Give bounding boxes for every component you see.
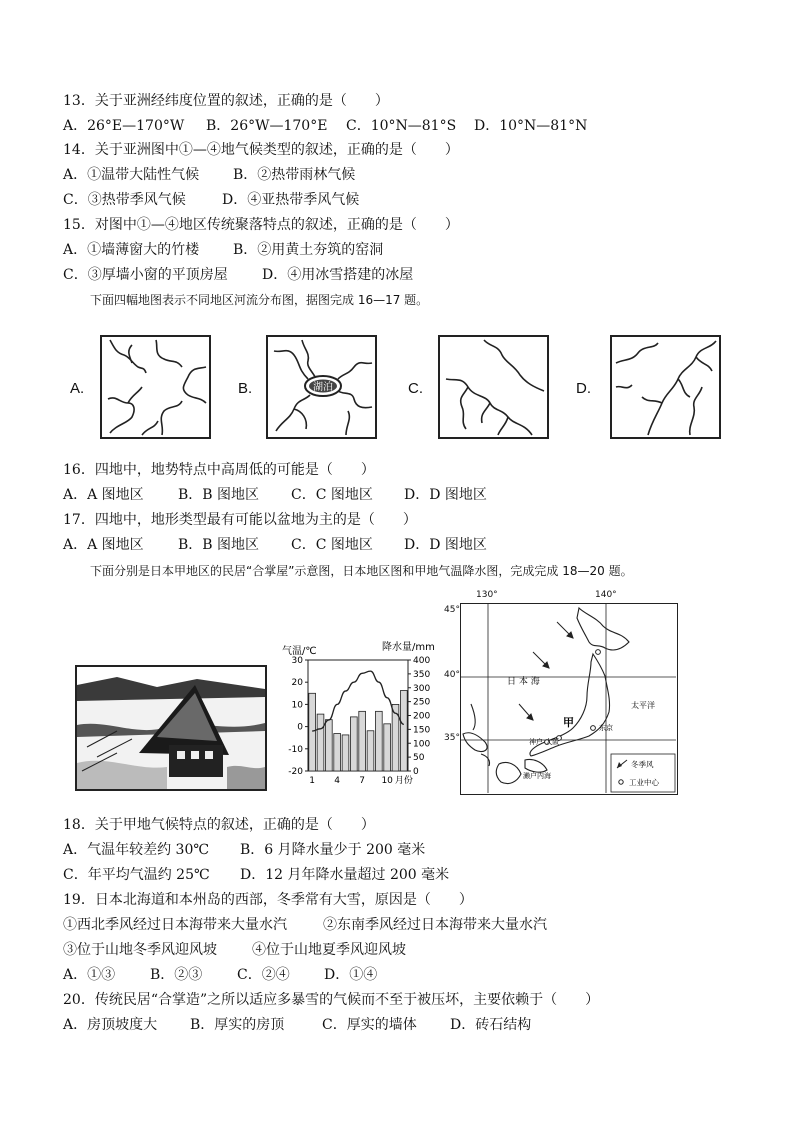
q18-stem: 18．关于甲地气候特点的叙述，正确的是（ ） (63, 817, 375, 833)
q17-option-c: C．C 图地区 (291, 537, 373, 553)
pacific-label: 太平洋 (631, 701, 655, 710)
precip-bar (400, 691, 407, 771)
precip-tick-label: 300 (413, 683, 431, 694)
q15-option-a: A．①墙薄窗大的竹楼 (63, 242, 200, 258)
precip-bar (342, 735, 349, 771)
gassho-house-photo (75, 665, 267, 791)
lat-45-label: 45° (444, 605, 460, 615)
q20-option-a: A．房顶坡度大 (63, 1017, 158, 1033)
lake-label: 湖泊 (313, 382, 333, 393)
sea-of-japan-label: 日 本 海 (507, 677, 540, 687)
precip-tick-label: 350 (413, 669, 431, 680)
q15-option-b: B．②用黄土夯筑的窑洞 (233, 242, 384, 258)
lon-140-label: 140° (595, 590, 617, 600)
jia-label: 甲 (563, 716, 574, 729)
temp-tick-label: 0 (297, 722, 303, 733)
q16-option-b: B．B 图地区 (178, 487, 260, 503)
q14-option-b: B．②热带雨林气候 (233, 167, 356, 183)
q13-option-d: D．10°N—81°N (474, 118, 588, 134)
q20-option-d: D．砖石结构 (450, 1017, 532, 1033)
lat-40-label: 40° (444, 670, 460, 680)
q19-option-a: A．①③ (63, 967, 116, 983)
japan-map (460, 603, 678, 795)
river-map-b (266, 335, 377, 439)
q17-option-d: D．D 图地区 (404, 537, 487, 553)
q18-option-b: B．6 月降水量少于 200 毫米 (240, 842, 426, 858)
precip-tick-label: 150 (413, 725, 431, 736)
q19-stem: 19．日本北海道和本州岛的西部，冬季常有大雪，原因是（ ） (63, 892, 473, 908)
kobe-osaka-label: 神户 大阪 (529, 738, 560, 746)
q18-option-d: D．12 月年降水量超过 200 毫米 (240, 867, 450, 883)
legend-industry: 工业中心 (629, 778, 659, 787)
precip-bar (384, 724, 391, 771)
precip-bar (367, 731, 374, 771)
month-tick-label: 月份 (394, 776, 413, 786)
q14-option-c: C．③热带季风气候 (63, 192, 186, 208)
temperature-line (312, 671, 404, 731)
q19-reason-4: ④位于山地夏季风迎风坡 (252, 942, 406, 958)
precip-bar (317, 714, 324, 771)
q14-stem: 14．关于亚洲图中①—④地气候类型的叙述，正确的是（ ） (63, 142, 459, 158)
q13-option-c: C．10°N—81°S (346, 118, 457, 134)
lat-35-label: 35° (444, 733, 460, 743)
temp-axis-label: 气温/℃ (282, 646, 317, 657)
q19-reason-2: ②东南季风经过日本海带来大量水汽 (323, 917, 547, 933)
q17-option-a: A．A 图地区 (63, 537, 144, 553)
precip-bar (334, 734, 341, 771)
intro-japan: 下面分别是日本甲地区的民居“合掌屋”示意图，日本地区图和甲地气温降水图，完成完成 18—20 题。 (90, 564, 633, 578)
precip-tick-label: 0 (413, 767, 419, 777)
precip-tick-label: 50 (413, 753, 425, 764)
precip-bar (325, 720, 332, 771)
lon-130-label: 130° (476, 590, 498, 600)
q15-option-d: D．④用冰雪搭建的冰屋 (262, 267, 414, 283)
q14-option-a: A．①温带大陆性气候 (63, 167, 200, 183)
month-tick-label: 7 (359, 776, 366, 786)
q18-option-a: A．气温年较差约 30℃ (63, 842, 210, 858)
q19-option-b: B．②③ (150, 967, 203, 983)
precip-bar (309, 693, 316, 771)
q16-option-d: D．D 图地区 (404, 487, 487, 503)
climate-chart (278, 638, 438, 798)
precip-tick-label: 400 (413, 656, 431, 666)
q18-option-c: C．年平均气温约 25℃ (63, 867, 210, 883)
q16-option-c: C．C 图地区 (291, 487, 373, 503)
q19-option-d: D．①④ (324, 967, 378, 983)
q20-stem: 20．传统民居“合掌造”之所以适应多暴雪的气候而不至于被压坏，主要依赖于（ ） (63, 992, 600, 1008)
inland-sea-label: 濑户内海 (523, 772, 551, 780)
precip-tick-label: 250 (413, 697, 431, 708)
temp-tick-label: -10 (288, 744, 303, 755)
q19-option-c: C．②④ (237, 967, 290, 983)
precip-axis-label: 降水量/mm (382, 642, 435, 653)
q20-option-c: C．厚实的墙体 (322, 1017, 417, 1033)
map-a-label: A. (70, 380, 85, 397)
q19-reason-1: ①西北季风经过日本海带来大量水汽 (63, 917, 287, 933)
river-map-c (438, 335, 549, 439)
q13-option-a: A．26°E—170°W (63, 118, 185, 134)
q16-option-a: A．A 图地区 (63, 487, 144, 503)
q14-option-d: D．④亚热带季风气候 (222, 192, 360, 208)
q16-stem: 16．四地中，地势特点中高周低的可能是（ ） (63, 462, 375, 478)
temp-tick-label: 10 (291, 700, 303, 711)
q13-option-b: B．26°W—170°E (206, 118, 328, 134)
precip-bar (359, 711, 366, 771)
q15-option-c: C．③厚墙小窗的平顶房屋 (63, 267, 228, 283)
q20-option-b: B．厚实的房顶 (190, 1017, 285, 1033)
precip-bar (375, 711, 382, 771)
q17-stem: 17．四地中，地形类型最有可能以盆地为主的是（ ） (63, 512, 417, 528)
q13-stem: 13．关于亚洲经纬度位置的叙述，正确的是（ ） (63, 93, 389, 109)
map-d-label: D. (576, 380, 591, 397)
month-tick-label: 4 (334, 776, 341, 786)
tokyo-label: 东京 (599, 724, 613, 732)
map-c-label: C. (408, 380, 423, 397)
q17-option-b: B．B 图地区 (178, 537, 260, 553)
month-tick-label: 10 (381, 776, 393, 786)
precip-bar (350, 717, 357, 771)
q15-stem: 15．对图中①—④地区传统聚落特点的叙述，正确的是（ ） (63, 217, 459, 233)
month-tick-label: 1 (309, 776, 316, 786)
river-map-d (610, 335, 721, 439)
intro-rivers: 下面四幅地图表示不同地区河流分布图，据图完成 16—17 题。 (90, 293, 429, 307)
temp-tick-label: -20 (288, 767, 303, 777)
river-map-a (100, 335, 211, 439)
precip-tick-label: 100 (413, 739, 431, 750)
temp-tick-label: 30 (291, 656, 303, 666)
precip-tick-label: 200 (413, 711, 431, 722)
legend-wind: 冬季风 (631, 760, 654, 769)
map-b-label: B. (238, 380, 253, 397)
q19-reason-3: ③位于山地冬季风迎风坡 (63, 942, 217, 958)
temp-tick-label: 20 (291, 678, 303, 689)
